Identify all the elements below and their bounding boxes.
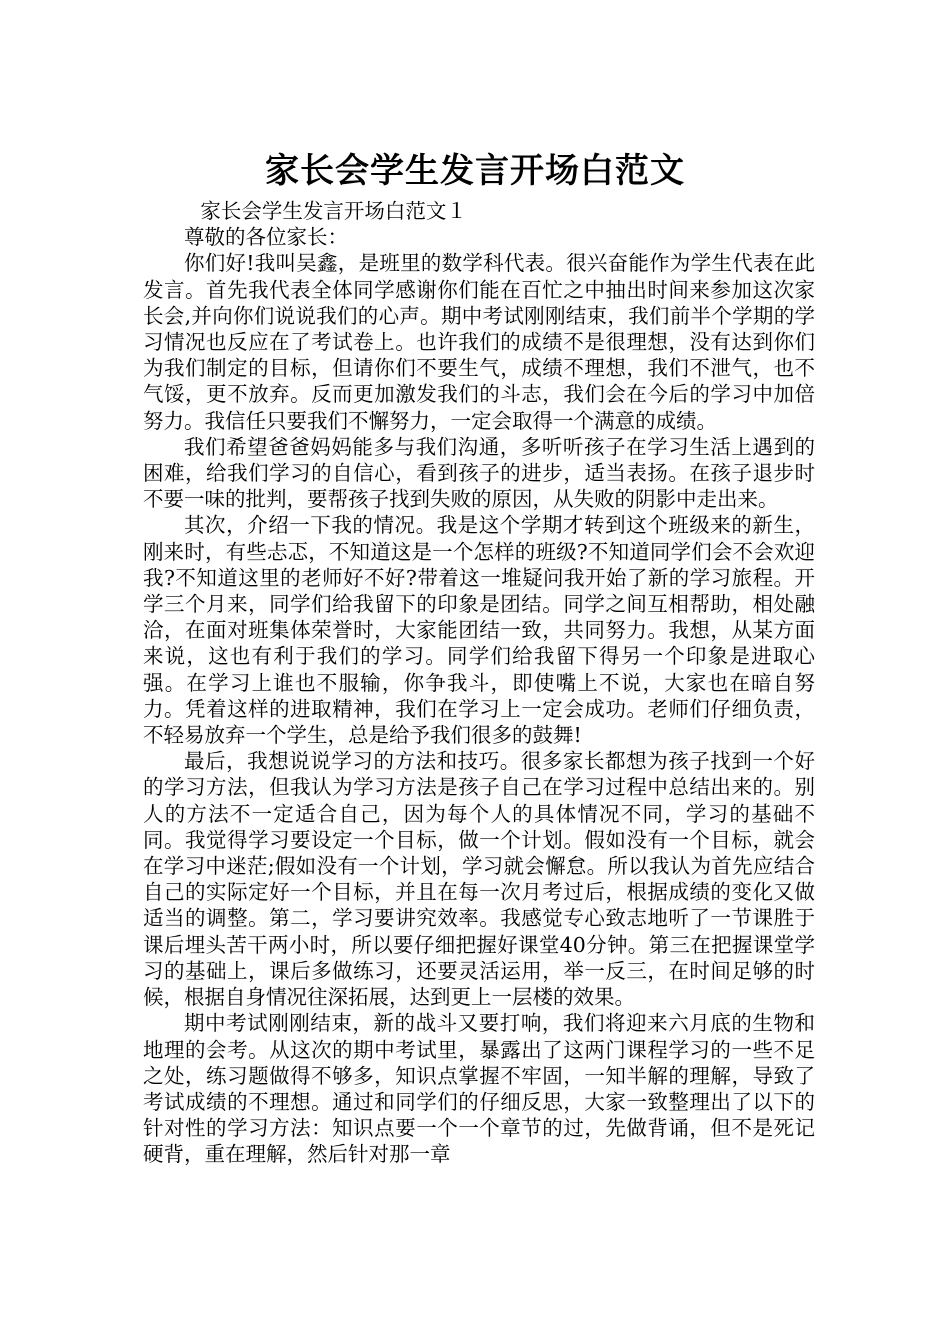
document-body — [143, 198, 815, 1168]
paragraph-greeting: 你们好!我叫吴鑫，是班里的数学科代表。很兴奋能作为学生代表在此发言。首先我代表全体同学感谢你们能在百忙之中抽出时间来参加这次家长会,并向你们说说我们的心声。期中考试刚刚结束，我们前半个学期的学习情况也反应在了考试卷上。也许我们的成绩不是很理想，没有达到你们为我们制定的目标，但请你们不要生气，成绩不理想，我们不泄气，也不气馁，更不放弃。反而更加激发我们的斗志，我们会在今后的学习中加倍努力。我信任只要我们不懈努力，一定会取得一个满意的成绩。 — [143, 251, 815, 433]
document-subtitle: 家长会学生发言开场白范文１ — [200, 199, 467, 223]
paragraph-self-introduction: 其次，介绍一下我的情况。我是这个学期才转到这个班级来的新生，刚来时，有些忐忑，不知道这是一个怎样的班级?不知道同学们会不会欢迎我?不知道这里的老师好不好?带着这一堆疑问我开始了新的学习旅程。开学三个月来，同学们给我留下的印象是团结。同学之间互相帮助，相处融洽，在面对班集体荣誉时，大家能团结一致，共同努力。我想，从某方面来说，这也有利于我们的学习。同学们给我留下得另一个印象是进取心强。在学习上谁也不服输，你争我斗，即使嘴上不说，大家也在暗自努力。凭着这样的进取精神，我们在学习上一定会成功。老师们仔细负责，不轻易放弃一个学生，总是给予我们很多的鼓舞! — [143, 513, 815, 748]
document-title: 家长会学生发言开场白范文 — [265, 150, 685, 191]
salutation: 尊敬的各位家长： — [184, 225, 348, 250]
paragraph-parents-communication: 我们希望爸爸妈妈能多与我们沟通，多听听孩子在学习生活上遇到的困难，给我们学习的自信心，看到孩子的进步，适当表扬。在孩子退步时不要一味的批判，要帮孩子找到失败的原因，从失败的阴影中走出来。 — [143, 434, 815, 512]
paragraph-exam-reflection: 期中考试刚刚结束，新的战斗又要打响，我们将迎来六月底的生物和地理的会考。从这次的期中考试里，暴露出了这两门课程学习的一些不足之处，练习题做得不够多，知识点掌握不牢固，一知半解的理解，导致了考试成绩的不理想。通过和同学们的仔细反思，大家一致整理出了以下的针对性的学习方法：知识点要一个一个章节的过，先做背诵，但不是死记硬背，重在理解，然后针对那一章 — [143, 1011, 815, 1167]
paragraph-study-methods: 最后，我想说说学习的方法和技巧。很多家长都想为孩子找到一个好的学习方法，但我认为学习方法是孩子自己在学习过程中总结出来的。别人的方法不一定适合自己，因为每个人的具体情况不同，学习的基础不同。我觉得学习要设定一个目标，做一个计划。假如没有一个目标，就会在学习中迷茫;假如没有一个计划，学习就会懈怠。所以我认为首先应结合自己的实际定好一个目标，并且在每一次月考过后，根据成绩的变化又做适当的调整。第二，学习要讲究效率。我感觉专心致志地听了一节课胜于课后埋头苦干两小时，所以要仔细把握好课堂40分钟。第三在把握课堂学习的基础上，课后多做练习，还要灵活运用，举一反三，在时间足够的时候，根据自身情况往深拓展，达到更上一层楼的效果。 — [143, 749, 815, 1010]
